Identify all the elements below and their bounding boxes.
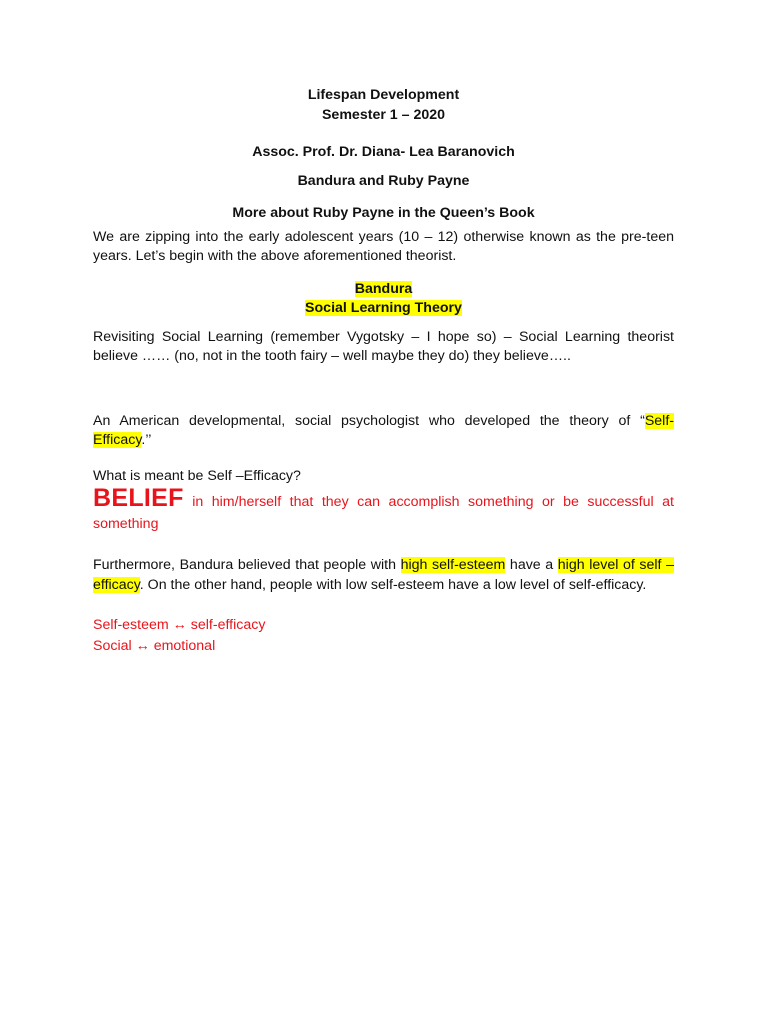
american-text: An American developmental, social psychologist who developed the theory of “ — [93, 412, 645, 429]
more-about-heading: More about Ruby Payne in the Queen’s Book — [232, 205, 535, 221]
furthermore-text-2: have a — [505, 557, 558, 573]
semester-title: Semester 1 – 2020 — [321, 106, 446, 123]
topic-title: Bandura and Ruby Payne — [297, 172, 470, 189]
section-subheading — [93, 299, 674, 319]
section-subheading-text: Social Learning Theory — [305, 300, 462, 316]
author-line: Assoc. Prof. Dr. Diana- Lea Baranovich — [252, 144, 515, 160]
high-self-esteem-highlight: high self-esteem — [400, 557, 506, 573]
belief-paragraph — [93, 484, 674, 535]
furthermore-text-3: . On the other hand, people with low self-esteem have a low level of self-efficacy. — [139, 576, 647, 593]
american-paragraph — [93, 412, 674, 451]
section-heading — [93, 280, 674, 300]
belief-word: BELIEF — [93, 484, 184, 512]
relation-line: Social ↔ emotional — [93, 638, 216, 654]
high-self-efficacy-highlight: high level of self – efficacy — [93, 557, 674, 593]
relation-line: Self-esteem ↔ self-efficacy — [93, 617, 266, 633]
belief-text: in him/herself that they can accomplish something or be successful at something — [93, 494, 674, 532]
document-page — [93, 86, 674, 657]
section-heading-text: Bandura — [354, 280, 413, 297]
self-efficacy-highlight: Self-Efficacy — [93, 412, 674, 448]
intro-paragraph: We are zipping into the early adolescent years (10 – 12) otherwise known as the pre-teen years. Let’s begin with the above aforementioned theorist. — [93, 228, 674, 264]
furthermore-paragraph — [93, 556, 674, 595]
american-closing: .’’ — [141, 432, 152, 448]
revisit-paragraph: Revisiting Social Learning (remember Vygotsky – I hope so) – Social Learning theorist believe …… (no, not in the tooth fairy – well maybe they do) they believe….. — [93, 328, 674, 364]
furthermore-text-1: Furthermore, Bandura believed that people with — [93, 557, 401, 573]
course-title: Lifespan Development — [307, 87, 460, 103]
question-line: What is meant be Self –Efficacy? — [93, 467, 301, 484]
